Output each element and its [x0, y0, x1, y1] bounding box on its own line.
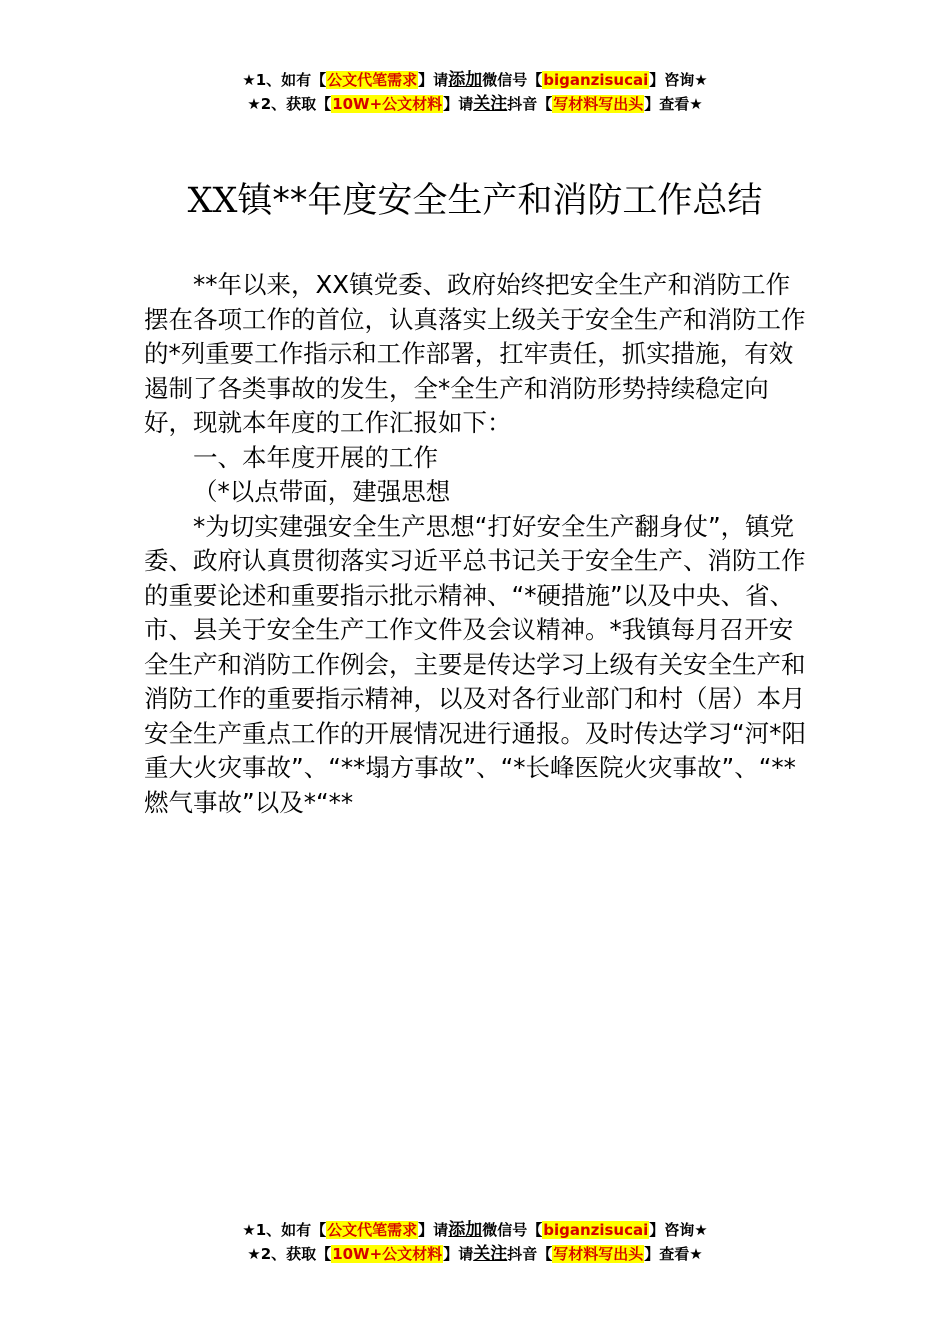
promo-text: ★2、获取【	[247, 95, 332, 113]
promo-line-1	[0, 1218, 950, 1242]
section-heading: 一、本年度开展的工作	[193, 442, 438, 472]
promo-text: ★2、获取【	[247, 1245, 332, 1263]
promo-highlight: 公文代笔需求	[327, 1221, 418, 1239]
promo-text: 】请	[418, 1221, 449, 1239]
promo-text: 】查看★	[644, 1245, 703, 1263]
promo-line-2	[0, 1242, 950, 1266]
promo-text: 】请	[418, 71, 449, 89]
promo-highlight: 公文代笔需求	[327, 71, 418, 89]
title-text: 镇**年度安全生产和消防工作总结	[237, 181, 763, 221]
subsection-heading: （*以点带面，建强思想	[193, 477, 451, 506]
document-title	[0, 176, 950, 226]
promo-text: ★1、如有【	[242, 71, 327, 89]
promo-text: 】查看★	[644, 95, 703, 113]
promo-text: 微信号【	[482, 71, 543, 89]
promo-text: 】咨询★	[649, 71, 708, 89]
header-promo-banner	[0, 68, 950, 116]
promo-underlined: 添加	[448, 1220, 483, 1240]
promo-text: 抖音【	[507, 1245, 553, 1263]
promo-douyin-id: 写材料写出头	[553, 1245, 644, 1263]
promo-highlight: 10W+公文材料	[332, 95, 443, 113]
promo-text: 】请	[443, 1245, 474, 1263]
promo-text: 微信号【	[482, 1221, 543, 1239]
promo-douyin-id: 写材料写出头	[553, 95, 644, 113]
promo-line-1	[0, 68, 950, 92]
promo-underlined: 添加	[448, 70, 483, 90]
promo-text: 】咨询★	[649, 1221, 708, 1239]
promo-line-2	[0, 92, 950, 116]
promo-wechat-id: biganzisucai	[543, 71, 649, 89]
promo-text: 抖音【	[507, 95, 553, 113]
paragraph-intro: **年以来，XX镇党委、政府始终把安全生产和消防工作摆在各项工作的首位，认真落实上级关于安全生产和消防工作的*列重要工作指示和工作部署，扛牢责任，抓实措施，有效遏制了各类事故的发生，全*全生产和消防形势持续稳定向好，现就本年度的工作汇报如下：	[144, 270, 806, 437]
promo-wechat-id: biganzisucai	[543, 1221, 649, 1239]
promo-underlined: 关注	[473, 94, 508, 114]
title-prefix: XX	[187, 181, 238, 221]
footer-promo-banner	[0, 1218, 950, 1266]
promo-highlight: 10W+公文材料	[332, 1245, 443, 1263]
paragraph-body: *为切实建强安全生产思想“打好安全生产翻身仗”，镇党委、政府认真贯彻落实习近平总书记关于安全生产、消防工作的重要论述和重要指示批示精神、“*硬措施”以及中央、省、市、县关于安全生产工作文件及会议精神。*我镇每月召开安全生产和消防工作例会，主要是传达学习上级有关安全生产和消防工作的重要指示精神，以及对各行业部门和村（居）本月安全生产重点工作的开展情况进行通报。及时传达学习“河*阳重大火灾事故”、“**塌方事故”、“*长峰医院火灾事故”、“**燃气事故”以及*“**	[144, 511, 806, 817]
promo-text: ★1、如有【	[242, 1221, 327, 1239]
document-body	[144, 268, 808, 820]
promo-text: 】请	[443, 95, 474, 113]
promo-underlined: 关注	[473, 1244, 508, 1264]
